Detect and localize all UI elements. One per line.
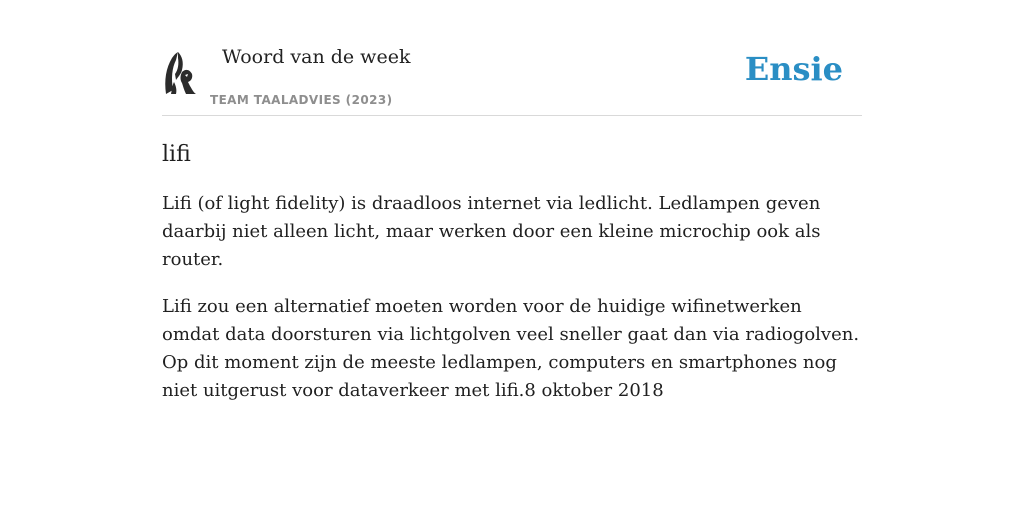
entry-card: [162, 40, 862, 405]
source-title[interactable]: Woord van de week: [222, 46, 411, 68]
entry-term: lifi: [162, 142, 191, 167]
entry-date: 8 oktober 2018: [524, 380, 664, 401]
entry-paragraph: Lifi (of light fidelity) is draadloos internet via ledlicht. Ledlampen geven daarbij niet alleen licht, maar werken door een kleine microchip ook als router.: [162, 193, 821, 270]
entry-paragraph-text: Lifi zou een alternatief moeten worden voor de huidige wifinetwerken omdat data doorsturen via lichtgolven veel sneller gaat dan via radiogolven. Op dit moment zijn de meeste ledlampen, computers en smartphones nog niet uitgerust voor dataverkeer met lifi.: [162, 296, 860, 401]
flemish-lion-logo-icon[interactable]: [162, 50, 198, 96]
source-author: TEAM TAALADVIES (2023): [210, 93, 393, 107]
entry-paragraph: [162, 293, 862, 405]
ensie-brand-logo[interactable]: Ensie: [744, 50, 843, 88]
entry-header: [162, 40, 862, 116]
